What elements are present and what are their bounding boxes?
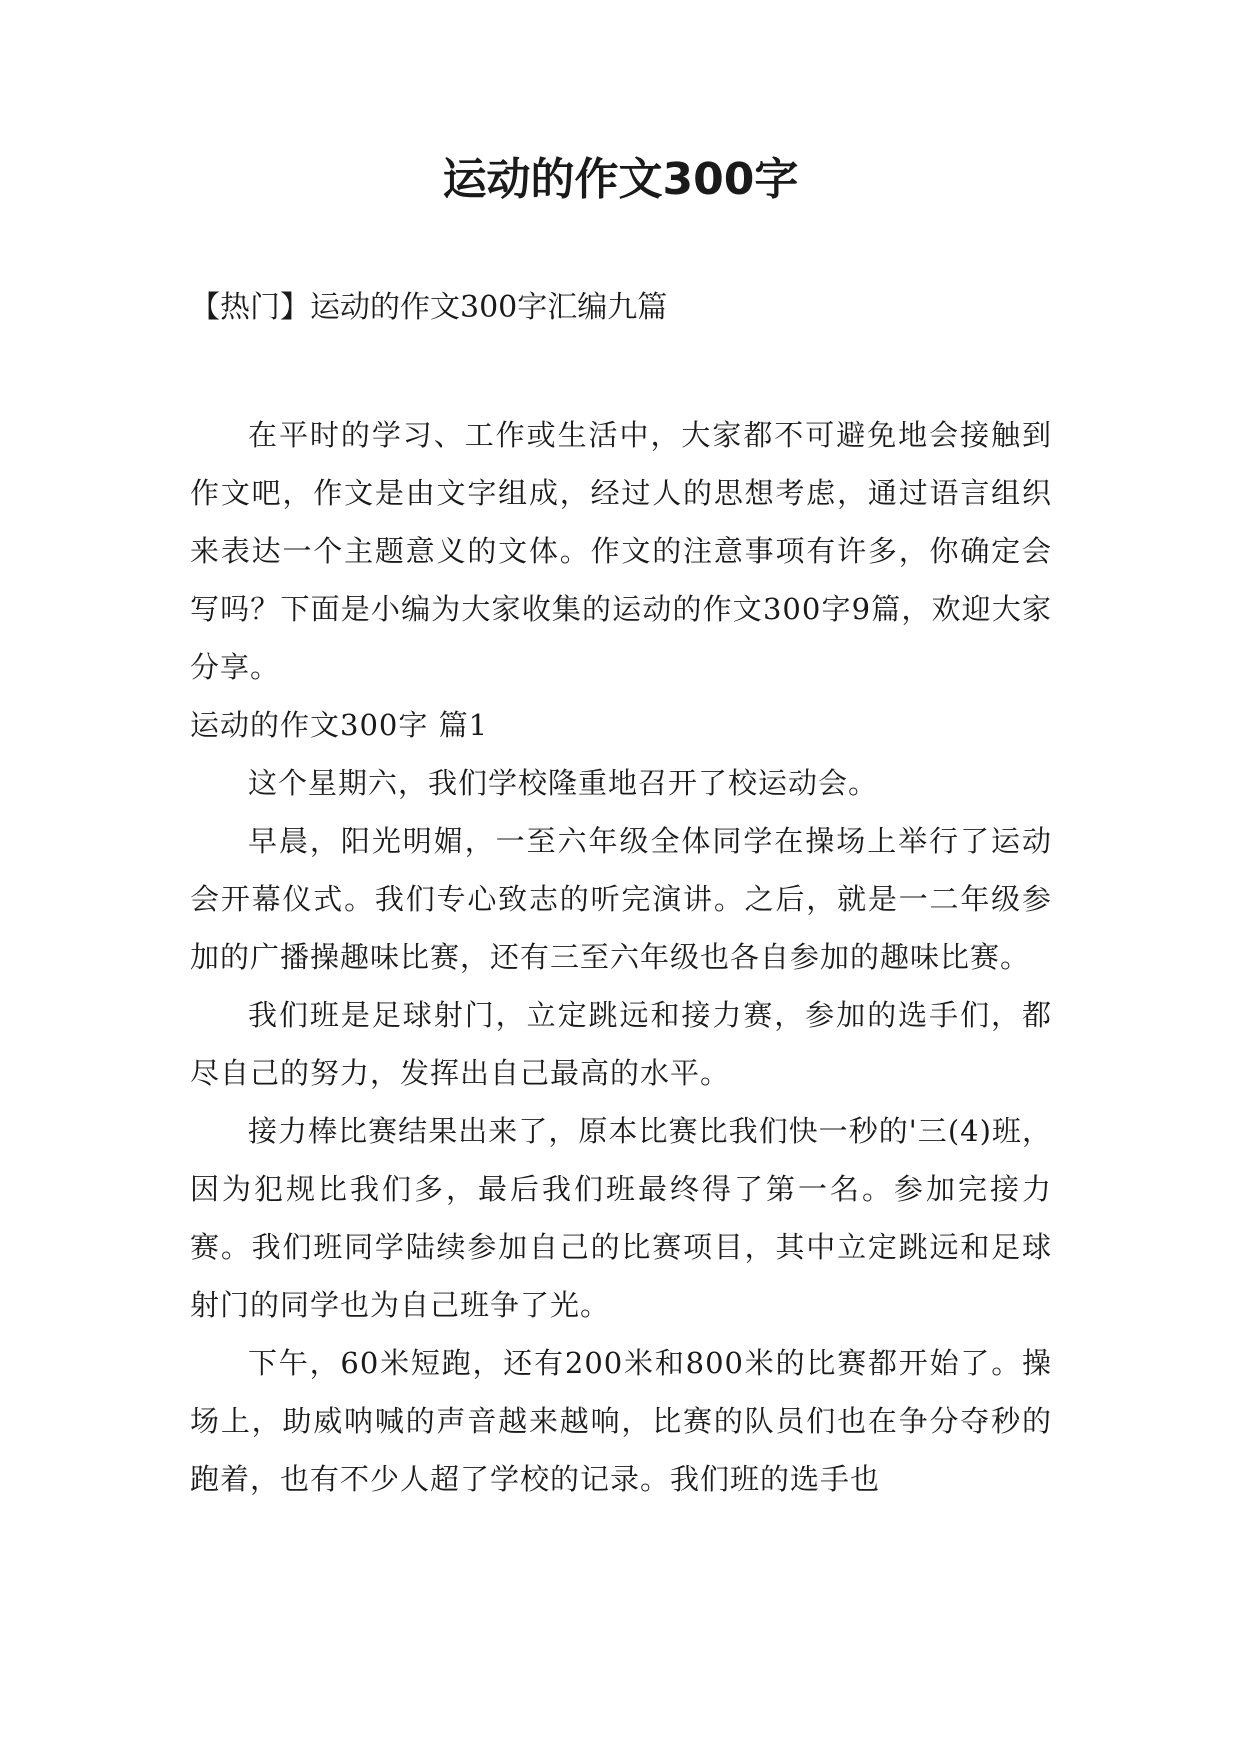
body-paragraph: 下午，60米短跑，还有200米和800米的比赛都开始了。操场上，助威呐喊的声音越来越响，比赛的队员们也在争分夺秒的跑着，也有不少人超了学校的记录。我们班的选手也 <box>190 1346 1052 1496</box>
document-subtitle: 【热门】运动的作文300字汇编九篇 <box>190 290 668 325</box>
intro-paragraph: 在平时的学习、工作或生活中，大家都不可避免地会接触到作文吧，作文是由文字组成，经过人的思想考虑，通过语言组织来表达一个主题意义的文体。作文的注意事项有许多，你确定会写吗？下面是小编为大家收集的运动的作文300字9篇，欢迎大家分享。 <box>190 418 1052 684</box>
page-title: 运动的作文300字 <box>442 154 799 205</box>
body-paragraph: 这个星期六，我们学校隆重地召开了校运动会。 <box>248 766 879 800</box>
body-paragraph: 接力棒比赛结果出来了，原本比赛比我们快一秒的'三(4)班，因为犯规比我们多，最后我们班最终得了第一名。参加完接力赛。我们班同学陆续参加自己的比赛项目，其中立定跳远和足球射门的同学也为自己班争了光。 <box>190 1114 1052 1322</box>
body-paragraph: 早晨，阳光明媚，一至六年级全体同学在操场上举行了运动会开幕仪式。我们专心致志的听完演讲。之后，就是一二年级参加的广播操趣味比赛，还有三至六年级也各自参加的趣味比赛。 <box>190 824 1052 974</box>
document-body <box>190 406 1052 1508</box>
body-paragraph: 我们班是足球射门，立定跳远和接力赛，参加的选手们，都尽自己的努力，发挥出自己最高的水平。 <box>190 998 1052 1090</box>
section-heading: 运动的作文300字 篇1 <box>190 708 489 742</box>
